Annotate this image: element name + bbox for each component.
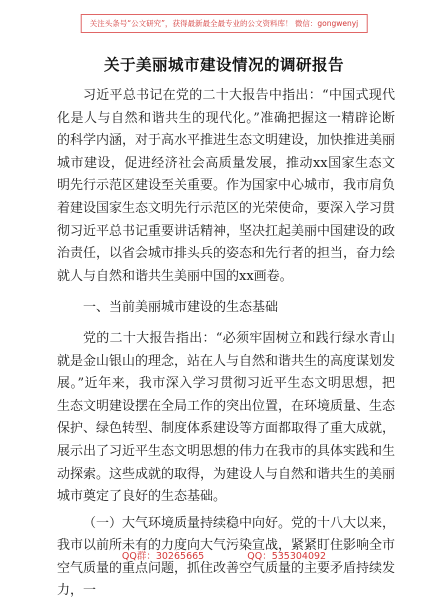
body-paragraph-3: （一）大气环境质量持续稳中向好。党的十八大以来，我市以前所未有的力度向大气污染宣战，紧紧盯住影响全市空气质量的重点问题，抓住改善空气质量的主要矛盾持续发力，一 bbox=[57, 515, 396, 599]
header-banner: 关注头条号“公文研究”，获得最新最全最专业的公文资料库！ 微信：gongwenyj bbox=[81, 14, 368, 33]
qq-group-text: QQ群：30265665 bbox=[121, 551, 205, 562]
body-paragraph-2: 党的二十大报告指出：“必须牢固树立和践行绿水青山就是金山银山的理念，站在人与自然和谐共生的高度谋划发展。”近年来，我市深入学习贯彻习近平生态文明思想，把生态文明建设摆在全局工作的突出位置，在环境质量、生态保护、绿色转型、制度体系建设等方面都取得了重大成就，展示出了习近平生态文明思想的伟力在我市的具体实践和生动探索。这些成就的取得，为建设人与自然和谐共生的美丽城市奠定了良好的生态基础。 bbox=[57, 330, 396, 505]
footer-contact bbox=[0, 548, 448, 562]
section-heading: 一、当前美丽城市建设的生态基础 bbox=[83, 300, 279, 316]
document-body bbox=[57, 85, 395, 603]
qq-text: QQ：535304092 bbox=[247, 551, 327, 562]
intro-paragraph: 习近平总书记在党的二十大报告中指出：“中国式现代化是人与自然和谐共生的现代化。”准确把握这一精辟论断的科学内涵，对于高水平推进生态文明建设，加快推进美丽城市建设，促进经济社会高质量发展，推动xx国家生态文明先行示范区建设至关重要。作为国家中心城市，我市肩负着建设国家生态文明先行示范区的光荣使命，要深入学习贯彻习近平总书记重要讲话精神，坚决扛起美丽中国建设的政治责任，以省会城市排头兵的姿态和先行者的担当，奋力绘就人与自然和谐共生美丽中国的xx画卷。 bbox=[57, 88, 396, 284]
document-title: 关于美丽城市建设情况的调研报告 bbox=[103, 56, 344, 74]
